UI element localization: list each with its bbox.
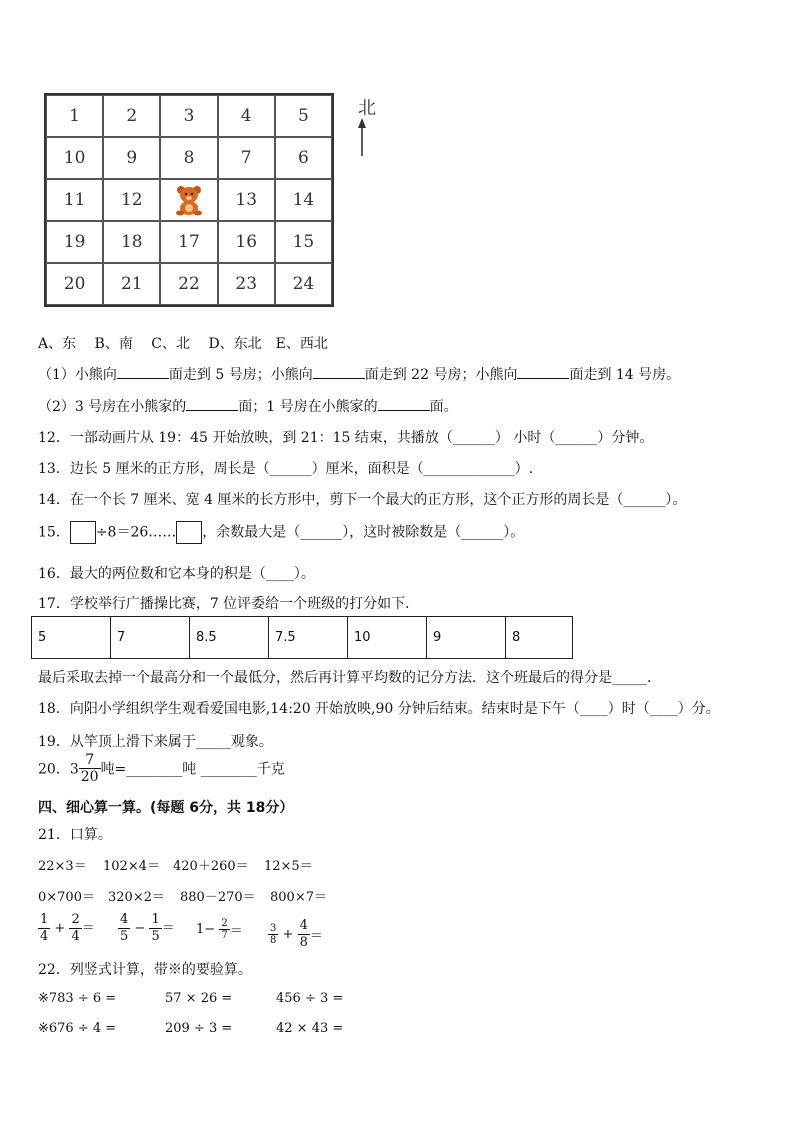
q19: 19．从竿顶上滑下来属于_____观象。	[38, 734, 273, 750]
fraction-calc	[268, 918, 323, 951]
q15-expression: ÷8＝26……	[95, 524, 177, 541]
q20-text: 吨=________吨 ________千克	[100, 761, 285, 778]
numerator: 2	[221, 918, 228, 929]
calc-item: 209 ÷ 3 =	[165, 1021, 233, 1036]
fraction	[38, 912, 50, 945]
score-cell: 9	[427, 617, 506, 659]
fraction	[69, 912, 81, 945]
denominator: 4	[40, 929, 49, 944]
q20-number: 20．3	[38, 761, 79, 778]
room-number: 2	[103, 95, 160, 137]
operand: 1−	[196, 922, 216, 937]
numerator: 4	[120, 912, 129, 927]
room-number: 15	[275, 221, 332, 263]
numerator: 4	[299, 918, 308, 933]
room-number: 23	[218, 263, 275, 305]
q16: 16．最大的两位数和它本身的积是（____）。	[38, 566, 315, 582]
fraction	[268, 923, 278, 946]
room-number: 24	[275, 263, 332, 305]
calc-item: 12×5＝	[264, 859, 313, 874]
operator: +	[282, 927, 294, 942]
denominator: 8	[270, 935, 277, 946]
q11-part2	[38, 396, 458, 416]
room-number: 20	[46, 263, 103, 305]
score-cell: 7	[111, 617, 190, 659]
room-number: 22	[160, 263, 217, 305]
table-row	[32, 617, 573, 659]
bear-cell	[160, 179, 217, 221]
room-number: 18	[103, 221, 160, 263]
fraction	[79, 752, 101, 785]
fraction-calc	[196, 918, 243, 941]
room-number: 17	[160, 221, 217, 263]
calc-item: 0×700＝	[38, 890, 95, 905]
answer-blank[interactable]	[117, 366, 169, 379]
room-number: 12	[103, 179, 160, 221]
room-number: 14	[275, 179, 332, 221]
room-number: 6	[275, 137, 332, 179]
score-cell: 10	[348, 617, 427, 659]
q12: 12．一部动画片从 19：45 开始放映，到 21：15 结束，共播放（______） 小时（______）分钟。	[38, 430, 654, 446]
q11-p1-text: 面走到 5 号房；小熊向	[168, 367, 313, 383]
q17-text: 17．学校举行广播操比赛，7 位评委给一个班级的打分如下．	[38, 596, 420, 612]
score-cell: 5	[32, 617, 111, 659]
q11-p1-text: （1）小熊向	[38, 367, 117, 383]
q11-p2-text: 面。	[429, 399, 458, 415]
fraction	[219, 918, 229, 941]
denominator: 5	[120, 929, 129, 944]
room-number: 8	[160, 137, 217, 179]
room-number: 4	[218, 95, 275, 137]
q11-part1	[38, 364, 680, 384]
q22-title: 22．列竖式计算，带※的要验算。	[38, 962, 252, 978]
q17-after: 最后采取去掉一个最高分和一个最低分，然后再计算平均数的记分方法．这个班最后的得分是_____．	[38, 670, 661, 686]
denominator: 20	[80, 769, 99, 785]
q11-p1-text: 面走到 22 号房；小熊向	[364, 367, 518, 383]
answer-blank[interactable]	[313, 366, 365, 379]
score-cell: 7.5	[269, 617, 348, 659]
calc-item: ※676 ÷ 4 =	[38, 1021, 117, 1036]
q15	[38, 521, 524, 544]
room-number: 3	[160, 95, 217, 137]
room-number: 5	[275, 95, 332, 137]
bear-icon	[174, 184, 204, 216]
room-number: 19	[46, 221, 103, 263]
section-4-heading: 四、细心算一算。(每题 6分，共 18分）	[38, 800, 294, 816]
answer-blank[interactable]	[517, 366, 569, 379]
room-number: 11	[46, 179, 103, 221]
room-number: 9	[103, 137, 160, 179]
fraction	[298, 918, 310, 951]
numerator: 7	[79, 752, 101, 769]
numerator: 3	[270, 923, 277, 934]
room-number: 1	[46, 95, 103, 137]
answer-box[interactable]	[176, 521, 202, 544]
q14: 14．在一个长 7 厘米、宽 4 厘米的长方形中，剪下一个最大的正方形，这个正方形的周长是（______）。	[38, 492, 687, 508]
calc-item: ※783 ÷ 6 =	[38, 991, 117, 1006]
calc-item: 102×4＝	[103, 859, 160, 874]
calc-item: 800×7＝	[270, 890, 327, 905]
equals: ＝	[309, 929, 323, 944]
calc-item: 320×2＝	[108, 890, 165, 905]
score-cell: 8	[506, 617, 573, 659]
fraction	[118, 912, 130, 945]
calc-item: 22×3＝	[38, 859, 87, 874]
equals: ＝	[229, 924, 243, 939]
calc-item: 880－270＝	[180, 890, 256, 905]
fraction-calc	[38, 912, 95, 945]
q11-p2-text: 面；1 号房在小熊家的	[238, 399, 378, 415]
q11-p2-text: （2）3 号房在小熊家的	[38, 399, 187, 415]
q20	[38, 752, 285, 785]
answer-blank[interactable]	[186, 398, 238, 411]
score-table	[31, 616, 573, 659]
options: A、东 B、南 C、北 D、东北 E、西北	[38, 336, 328, 352]
room-grid	[44, 93, 334, 307]
calc-item: 456 ÷ 3 =	[276, 991, 344, 1006]
answer-blank[interactable]	[378, 398, 430, 411]
room-number: 16	[218, 221, 275, 263]
north-label: 北	[358, 98, 376, 119]
numerator: 2	[71, 912, 80, 927]
numerator: 1	[40, 912, 49, 927]
equals: ＝	[81, 921, 95, 936]
operator: −	[134, 921, 146, 936]
denominator: 8	[299, 935, 308, 950]
numerator: 1	[151, 912, 160, 927]
calc-item: 57 × 26 =	[165, 991, 233, 1006]
room-number: 7	[218, 137, 275, 179]
calc-item: 420＋260＝	[173, 859, 249, 874]
score-cell: 8.5	[190, 617, 269, 659]
q11-p1-text: 面走到 14 号房。	[569, 367, 681, 383]
equals: ＝	[161, 921, 175, 936]
q15-text: ，余数最大是（______），这时被除数是（______）。	[202, 524, 525, 541]
fraction-calc	[118, 912, 175, 945]
calc-item: 42 × 43 =	[276, 1021, 344, 1036]
q18: 18．向阳小学组织学生观看爱国电影,14:20 开始放映,90 分钟后结束。结束时是下午（____）时（____）分。	[38, 701, 720, 717]
q21-title: 21．口算。	[38, 827, 112, 843]
operator: +	[54, 921, 66, 936]
denominator: 7	[221, 930, 228, 941]
denominator: 5	[151, 929, 160, 944]
q15-number: 15．	[38, 524, 70, 541]
room-number: 13	[218, 179, 275, 221]
denominator: 4	[71, 929, 80, 944]
room-number: 10	[46, 137, 103, 179]
answer-box[interactable]	[70, 521, 96, 544]
fraction	[149, 912, 161, 945]
room-number: 21	[103, 263, 160, 305]
q13: 13．边长 5 厘米的正方形，周长是（______）厘米，面积是（_____________）.	[38, 461, 534, 477]
